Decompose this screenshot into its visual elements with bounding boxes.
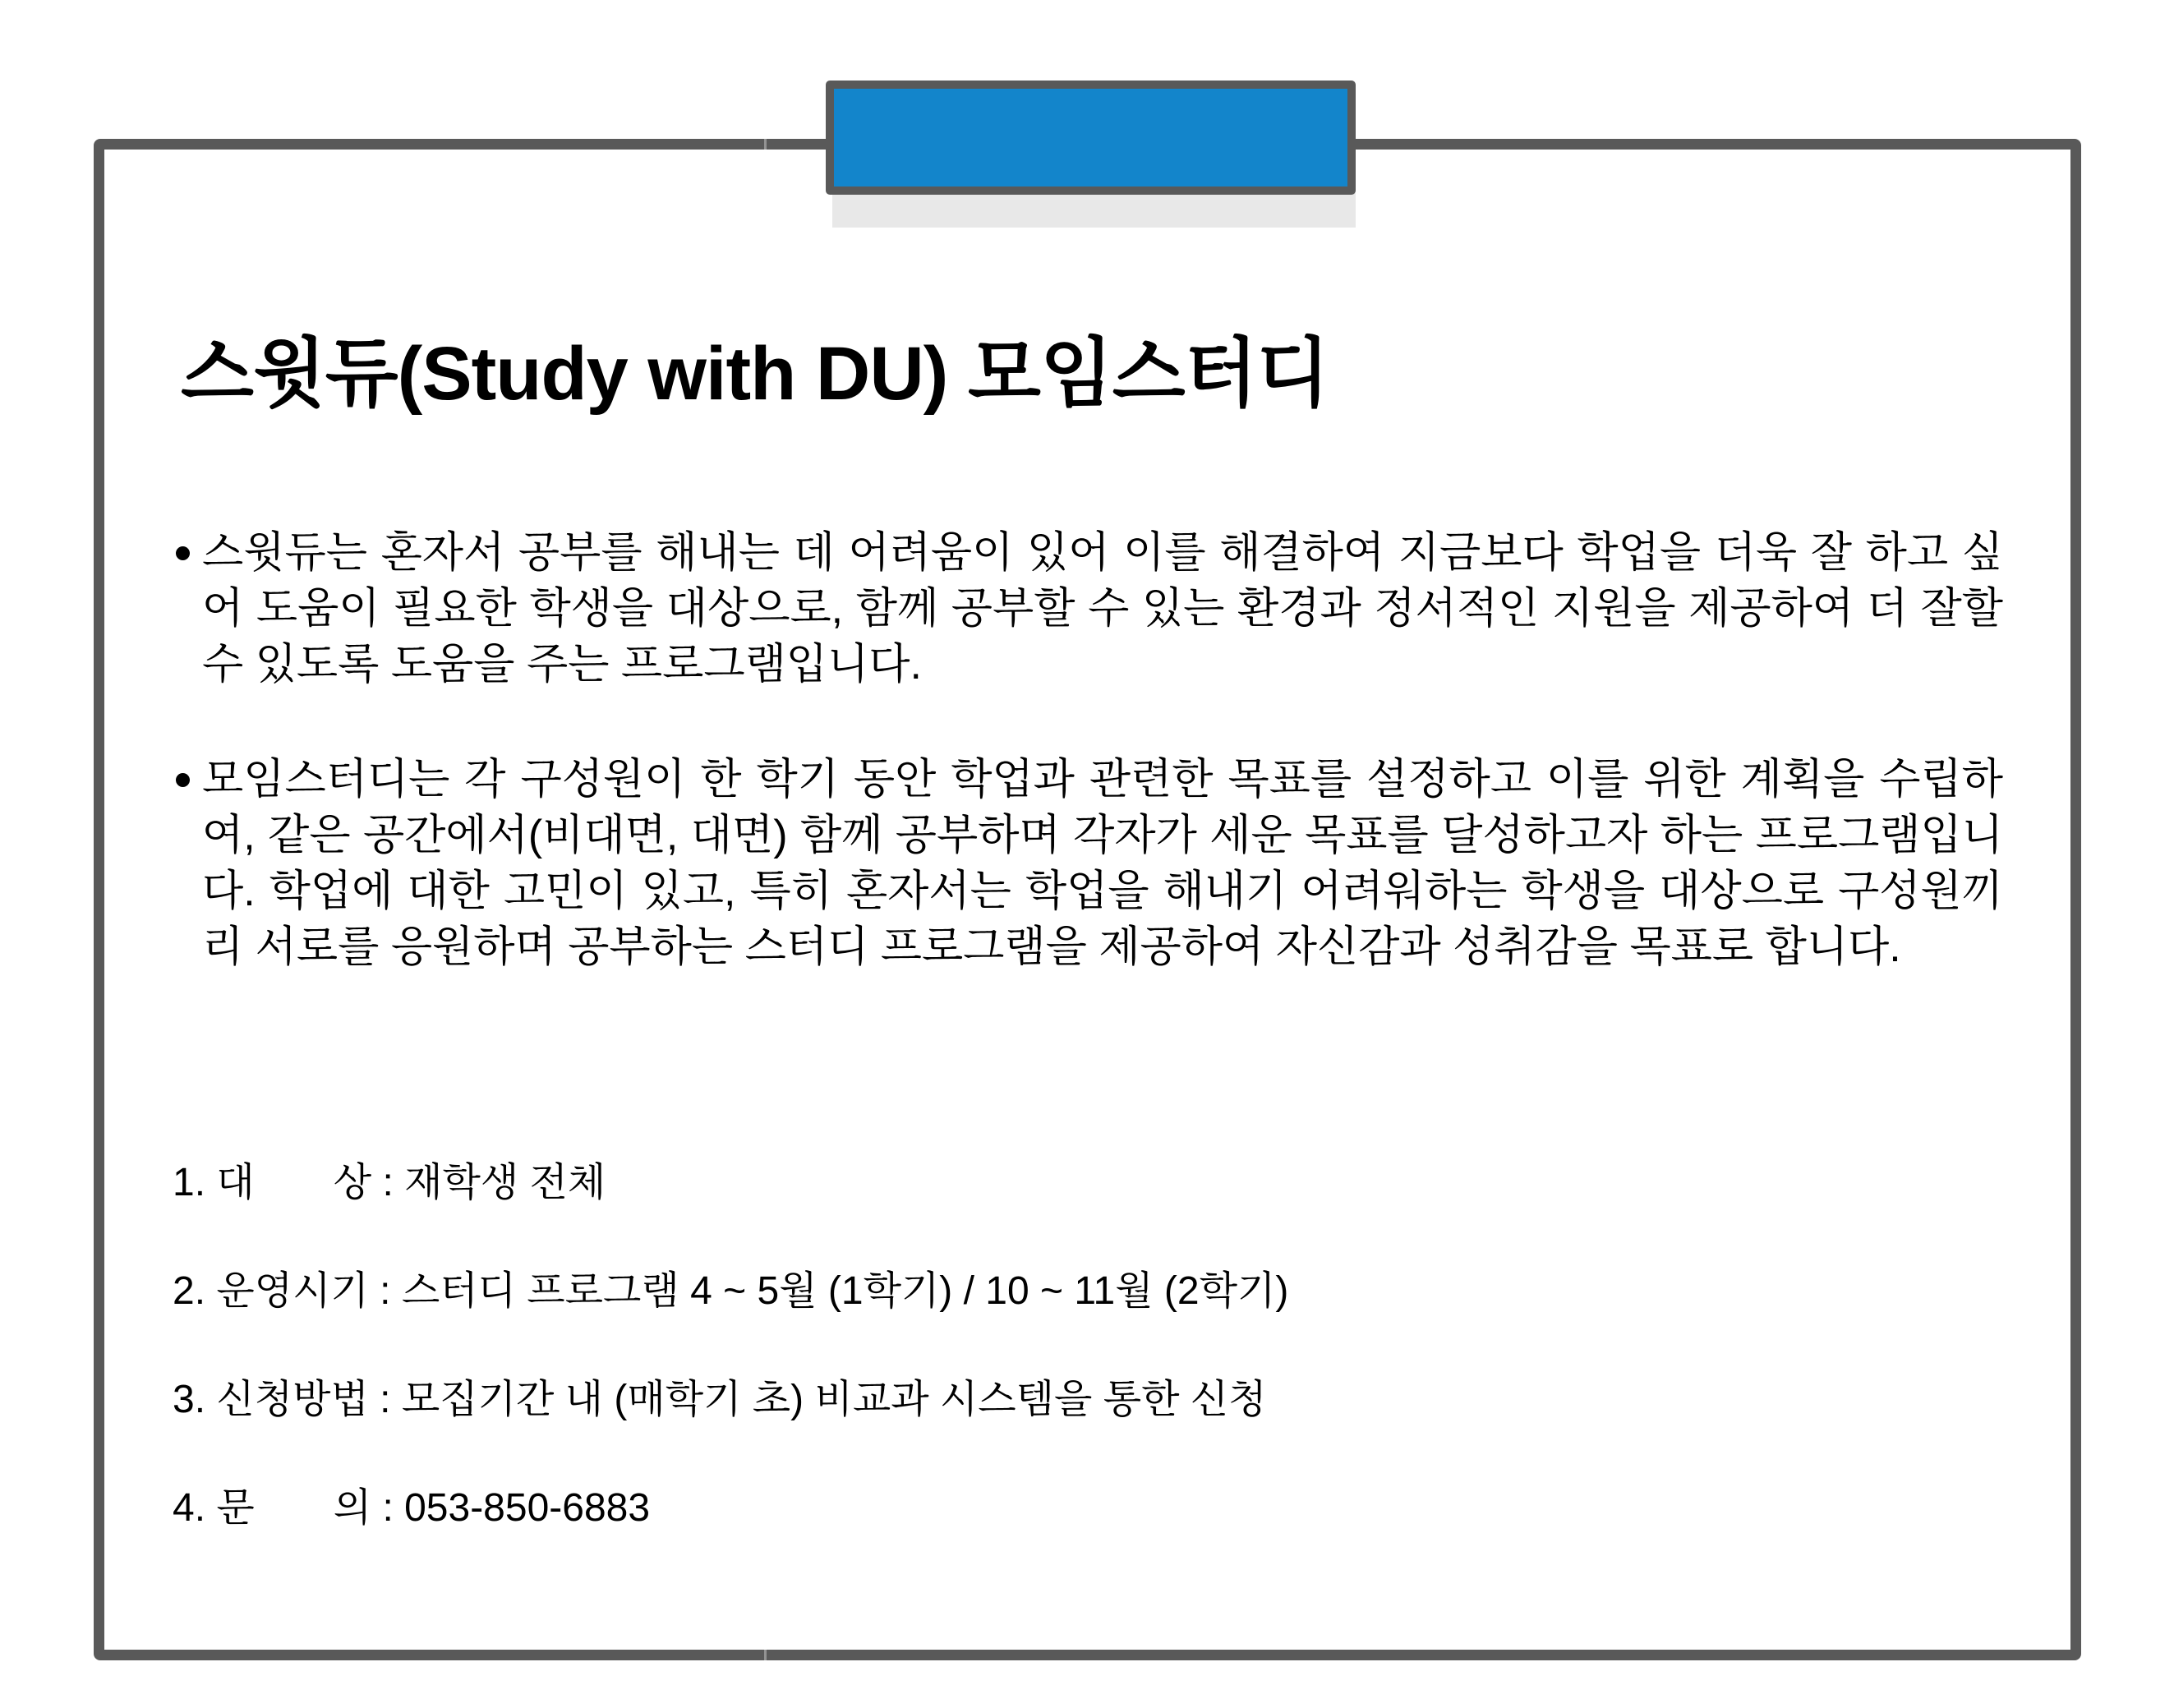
bullet-dot-icon [176,773,190,787]
list-item [176,752,2003,975]
detail-contact-phone: 4. 문 의 : 053-850-6883 [173,1486,651,1530]
tab-drop-shadow [832,193,1356,228]
bullet-text: 스윗듀는 혼자서 공부를 해내는 데 어려움이 있어 이를 해결하여 지금보다 학업을 더욱 잘 하고 싶어 도움이 필요한 학생을 대상으로, 함께 공부할 수 있는 환경과 정서적인 지원을 제공하여 더 잘할 수 있도록 도움을 주는 프로그램입니다. [202,529,2003,688]
bullet-text: 모임스터디는 각 구성원이 한 학기 동안 학업과 관련한 목표를 설정하고 이를 위한 계획을 수립하여, 같은 공간에서(비대면, 대면) 함께 공부하며 각자가 세운 목표를 달성하고자 하는 프로그램입니다. 학업에 대한 고민이 있고, 특히 혼자서는 학업을 해내기 어려워하는 학생을 대상으로 구성원끼리 서로를 응원하며 공부하는 스터디 프로그램을 제공하여 자신감과 성취감을 목표로 합니다. [202,756,2003,971]
frame-border-seam-top [764,139,767,150]
list-item [176,525,2003,693]
page-title: 스윗듀(Study with DU) 모임스터디 [181,331,1329,416]
description-bullet-list [176,525,2003,975]
bullet-dot-icon [176,546,190,560]
frame-border-seam-bottom [764,1650,767,1660]
program-detail-list [173,1160,2005,1531]
detail-schedule: 2. 운영시기 : 스터디 프로그램 4 ~ 5월 (1학기) / 10 ~ 11월 (2학기) [173,1269,1289,1313]
detail-target: 1. 대 상 : 재학생 전체 [173,1161,606,1204]
detail-apply-method: 3. 신청방법 : 모집기간 내 (매학기 초) 비교과 시스템을 통한 신청 [173,1378,1267,1421]
blue-header-tab [826,81,1356,195]
